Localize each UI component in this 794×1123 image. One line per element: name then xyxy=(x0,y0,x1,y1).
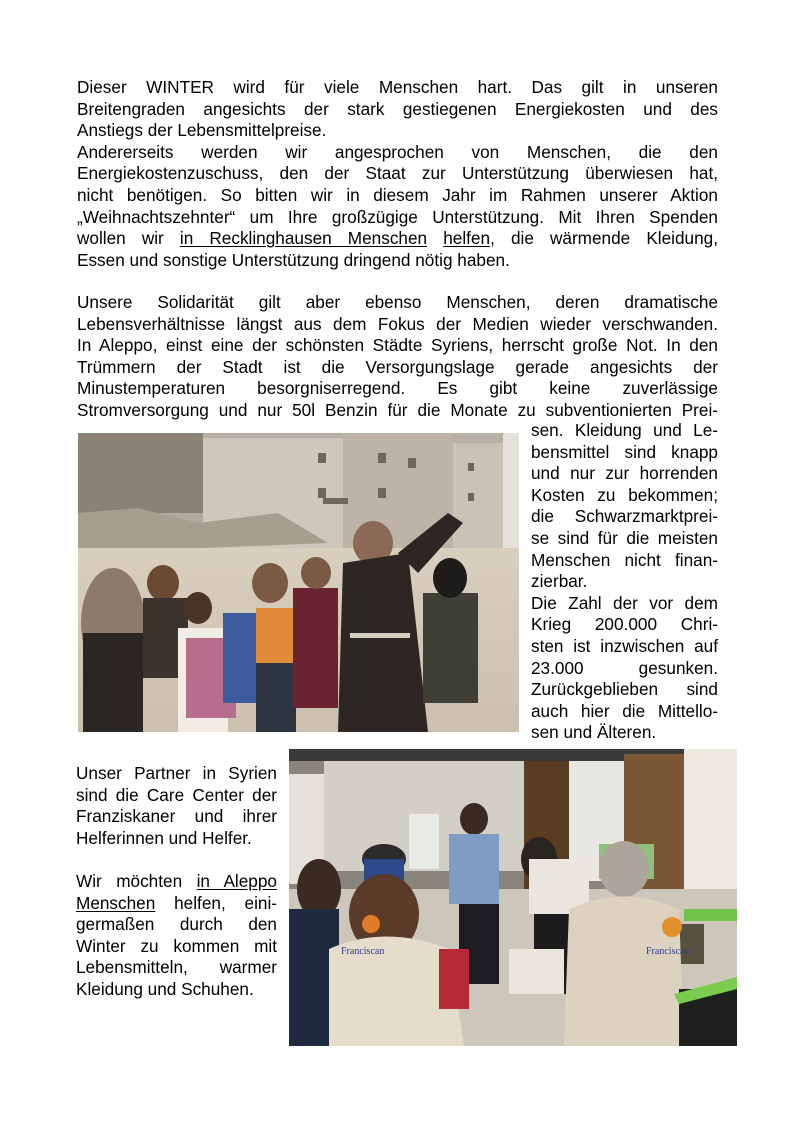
text-line: Unser Partner in Syrien xyxy=(76,763,277,783)
text-line: bensmittel sind knapp xyxy=(531,441,718,462)
partner-paragraph xyxy=(76,763,277,849)
text-line: sind die Care Center der xyxy=(76,784,277,805)
text-line: Anstiegs der Lebensmittelpreise. xyxy=(77,120,327,141)
photo-street-image xyxy=(78,433,519,732)
text-line: Krieg 200.000 Chri- xyxy=(531,614,718,635)
text-line: Trümmern der Stadt ist die Versorgungslage gerade angesichts der xyxy=(77,356,718,377)
text-line xyxy=(76,871,277,893)
text-line: und nur zur horrenden xyxy=(531,463,718,484)
text-line: Energiekostenzuschuss, den der Staat zur Unterstützung überwiesen hat, xyxy=(77,163,718,184)
text-line: Zurückgeblieben sind xyxy=(531,679,718,700)
text-line: Menschen nicht finan- xyxy=(531,549,718,570)
text-line: Kleidung und Schuhen. xyxy=(76,978,254,999)
text-line: „Weihnachtszehnter“ um Ihre großzügige Unterstützung. Mit Ihren Spenden xyxy=(77,206,718,227)
photo-aid-image xyxy=(289,749,737,1046)
text-line: Stromversorgung und nur 50l Benzin für die Monate zu subventionierten Prei- xyxy=(77,399,718,420)
text-fragment: helfen, eini- xyxy=(155,892,277,913)
text-line: Andererseits werden wir angesprochen von Menschen, die den xyxy=(77,141,718,162)
vest-logo-text: Franciscan xyxy=(646,946,690,957)
text-line: Breitengraden angesichts der stark gestiegenen Energiekosten und des xyxy=(77,98,718,119)
text-line: Helferinnen und Helfer. xyxy=(76,827,252,848)
text-line: 23.000 gesunken. xyxy=(531,657,718,678)
text-line: zierbar. xyxy=(531,571,588,592)
text-line: Essen und sonstige Unterstützung dringend nötig haben. xyxy=(77,249,510,270)
photo-street-aleppo xyxy=(78,433,519,732)
text-line: Die Zahl der vor dem xyxy=(531,592,718,613)
text-line xyxy=(77,228,718,250)
text-line: sten ist inzwischen auf xyxy=(531,635,718,656)
intro-paragraph xyxy=(77,77,718,271)
underlined-in-aleppo: in Aleppo xyxy=(196,871,277,891)
text-line: sen und Älteren. xyxy=(531,722,657,743)
text-line: nicht benötigen. So bitten wir in diesem Jahr im Rahmen unserer Aktion xyxy=(77,184,718,205)
text-fragment: , die wärmende Kleidung, xyxy=(490,228,719,249)
text-line: Lebensverhältnisse längst aus dem Fokus der Medien wieder verschwanden. xyxy=(77,313,718,334)
text-line: Kosten zu bekommen; xyxy=(531,484,718,505)
vest-logo-text: Franciscan xyxy=(341,946,385,957)
text-line: germaßen durch den xyxy=(76,914,277,935)
text-line: In Aleppo, einst eine der schönsten Städte Syriens, herrscht große Not. In den xyxy=(77,335,718,356)
photo-aid-distribution xyxy=(289,749,737,1046)
side-column-text xyxy=(531,420,718,744)
text-fragment: wollen wir xyxy=(77,228,180,249)
underlined-helfen: helfen xyxy=(443,228,491,249)
text-line: sen. Kleidung und Le- xyxy=(531,420,718,440)
solidarity-paragraph xyxy=(77,292,718,422)
text-line: se sind für die meisten xyxy=(531,527,718,548)
text-line: Winter zu kommen mit xyxy=(76,935,277,956)
underlined-menschen: Menschen xyxy=(76,892,156,913)
underlined-recklinghausen: in Recklinghausen Menschen xyxy=(179,228,428,249)
text-line xyxy=(76,893,277,915)
text-line: Unsere Solidarität gilt aber ebenso Menschen, deren dramatische xyxy=(77,292,718,312)
text-line: die Schwarzmarktprei- xyxy=(531,506,718,527)
text-line: Dieser WINTER wird für viele Menschen hart. Das gilt in unseren xyxy=(77,77,718,97)
text-fragment xyxy=(427,228,443,248)
text-fragment: Wir möchten xyxy=(76,871,197,891)
text-line: Lebensmitteln, warmer xyxy=(76,957,277,978)
text-line: Franziskaner und ihrer xyxy=(76,806,277,827)
appeal-paragraph xyxy=(76,871,277,1001)
text-line: auch hier die Mittello- xyxy=(531,700,718,721)
text-line: Minustemperaturen besorgniserregend. Es gibt keine zuverlässige xyxy=(77,378,718,399)
